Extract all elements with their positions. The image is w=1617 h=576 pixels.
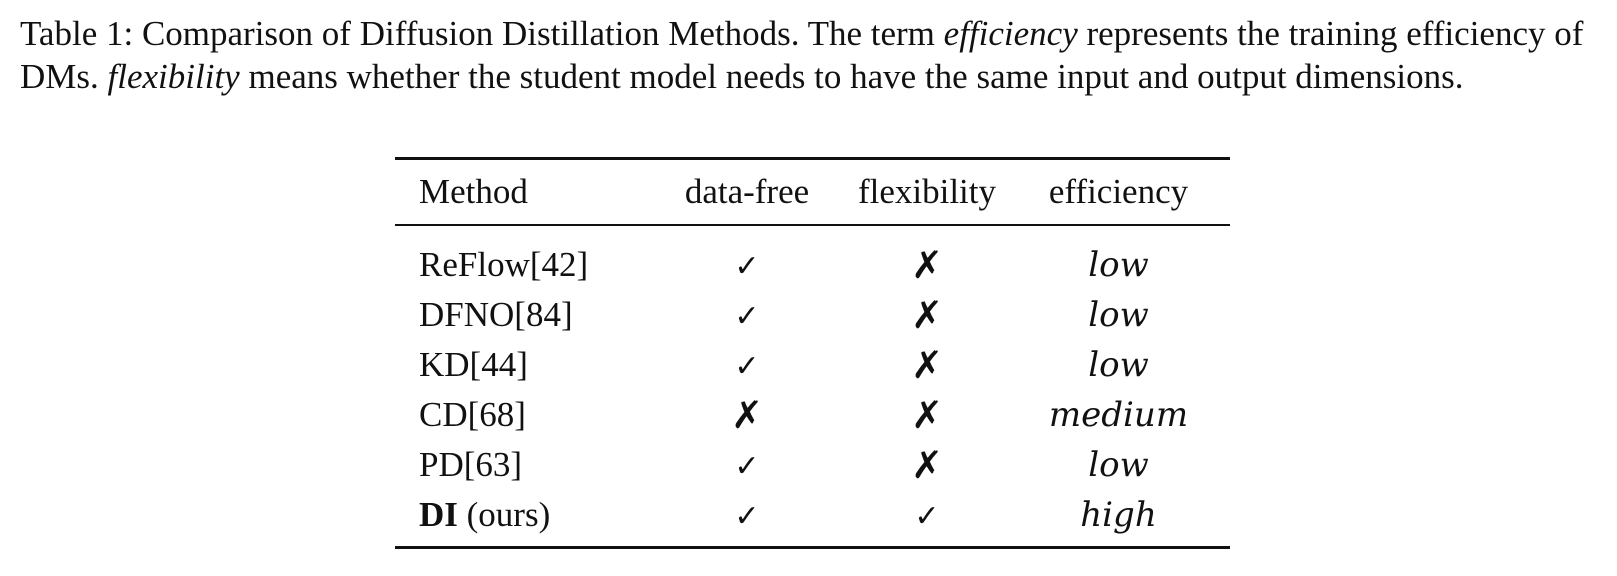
method-cell [395, 440, 647, 490]
efficiency-cell: high [1080, 495, 1157, 535]
method-name: CD[68] [419, 395, 526, 434]
method-name: ReFlow[42] [419, 245, 589, 284]
data-free-cell [647, 490, 847, 548]
method-name-bold: DI [419, 495, 458, 534]
cross-mark-icon: ✗ [911, 243, 943, 287]
method-name: KD[44] [419, 345, 528, 384]
flexibility-cell [847, 290, 1007, 340]
caption-emphasis-efficiency: efficiency [943, 14, 1078, 53]
check-mark-icon: ✓ [734, 449, 760, 484]
cross-mark-icon: ✗ [911, 443, 943, 487]
flexibility-cell [847, 440, 1007, 490]
header-data-free: data-free [684, 172, 810, 211]
data-free-cell [647, 390, 847, 440]
efficiency-cell: low [1088, 445, 1149, 485]
check-mark-icon: ✓ [914, 499, 940, 534]
data-free-cell [647, 440, 847, 490]
cross-mark-icon: ✗ [911, 343, 943, 387]
table-row [395, 340, 1230, 390]
efficiency-cell: low [1088, 345, 1149, 385]
data-free-cell [647, 340, 847, 390]
table-row [395, 225, 1230, 290]
check-mark-icon: ✓ [734, 249, 760, 284]
table-header-row [395, 159, 1230, 226]
table-row [395, 440, 1230, 490]
cross-mark-icon: ✗ [911, 393, 943, 437]
cross-mark-icon: ✗ [731, 393, 763, 437]
header-method: Method [419, 172, 528, 211]
caption-text-2: represents the training efficiency of DMs. [20, 14, 1584, 96]
caption-emphasis-flexibility: flexibility [107, 57, 240, 96]
header-flexibility: flexibility [857, 172, 997, 211]
check-mark-icon: ✓ [734, 299, 760, 334]
table-caption [20, 12, 1600, 98]
efficiency-cell: low [1088, 245, 1149, 285]
table-row [395, 290, 1230, 340]
check-mark-icon: ✓ [734, 349, 760, 384]
flexibility-cell [847, 340, 1007, 390]
caption-text-3: means whether the student model needs to have the same input and output dimensions. [239, 57, 1464, 96]
header-efficiency: efficiency [1048, 172, 1189, 211]
caption-text-1: Table 1: Comparison of Diffusion Distillation Methods. The term [20, 14, 944, 53]
method-cell [395, 340, 647, 390]
flexibility-cell [847, 225, 1007, 290]
comparison-table-container [395, 157, 1230, 549]
method-name: PD[63] [419, 445, 523, 484]
method-cell [395, 390, 647, 440]
method-name: (ours) [457, 495, 551, 534]
data-free-cell [647, 225, 847, 290]
efficiency-cell: medium [1048, 395, 1189, 435]
flexibility-cell [847, 390, 1007, 440]
table-row [395, 390, 1230, 440]
check-mark-icon: ✓ [734, 499, 760, 534]
method-cell [395, 290, 647, 340]
data-free-cell [647, 290, 847, 340]
method-cell [395, 490, 647, 548]
cross-mark-icon: ✗ [911, 293, 943, 337]
method-cell [395, 225, 647, 290]
method-name: DFNO[84] [419, 295, 573, 334]
table-body [395, 225, 1230, 548]
efficiency-cell: low [1088, 295, 1149, 335]
flexibility-cell [847, 490, 1007, 548]
table-row [395, 490, 1230, 548]
comparison-table [395, 157, 1230, 549]
